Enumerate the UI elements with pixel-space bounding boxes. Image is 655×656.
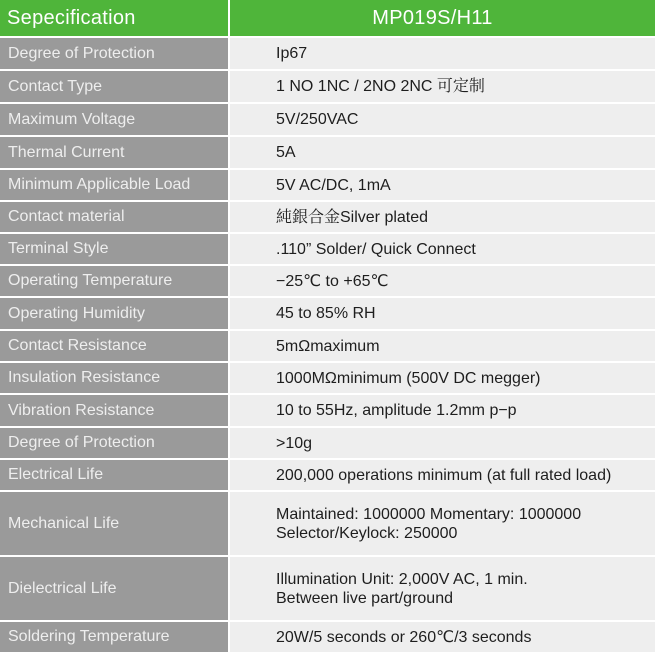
row-value-line: 45 to 85% RH [276, 305, 376, 322]
row-value-line: Ip67 [276, 45, 308, 62]
row-value [229, 265, 655, 297]
row-value-line: 5mΩmaximum [276, 337, 380, 355]
row-label: Minimum Applicable Load [0, 169, 229, 201]
row-value [229, 233, 655, 265]
row-value [229, 297, 655, 330]
row-value [229, 330, 655, 362]
row-value-line: 10 to 55Hz, amplitude 1.2mm p−p [276, 402, 517, 419]
table-row [0, 297, 655, 330]
table-row [0, 103, 655, 136]
row-value-line: >10g [276, 434, 313, 452]
table-row [0, 70, 655, 103]
row-value [229, 556, 655, 621]
row-value [229, 427, 655, 459]
table-row [0, 330, 655, 362]
row-label: Terminal Style [0, 233, 229, 265]
row-value-line: Selector/Keylock: 250000 [276, 524, 458, 542]
header-model: MP019S/H11 [229, 0, 655, 37]
row-label: Thermal Current [0, 136, 229, 169]
row-value [229, 362, 655, 394]
table-row [0, 265, 655, 297]
row-value [229, 201, 655, 233]
row-label: Degree of Protection [0, 37, 229, 70]
row-label: Contact material [0, 201, 229, 233]
row-value-line: .110” Solder/ Quick Connect [276, 240, 476, 258]
row-label: Insulation Resistance [0, 362, 229, 394]
table-row [0, 556, 655, 621]
table-row [0, 201, 655, 233]
row-value [229, 136, 655, 169]
row-value [229, 491, 655, 556]
row-value-line: 5A [276, 144, 296, 161]
table-row [0, 233, 655, 265]
table-row [0, 136, 655, 169]
row-label: Degree of Protection [0, 427, 229, 459]
table-header-row [0, 0, 655, 37]
header-label: Sepecification [0, 0, 229, 37]
row-value-line: −25℃ to +65℃ [276, 272, 389, 290]
row-value-line: 5V AC/DC, 1mA [276, 176, 391, 194]
row-value [229, 37, 655, 70]
row-label: Soldering Temperature [0, 621, 229, 653]
row-value [229, 394, 655, 427]
row-label: Operating Temperature [0, 265, 229, 297]
row-value [229, 70, 655, 103]
row-value-line: Maintained: 1000000 Momentary: 1000000 [276, 505, 582, 523]
table-row [0, 362, 655, 394]
table-row [0, 37, 655, 70]
table-row [0, 169, 655, 201]
table-row [0, 394, 655, 427]
row-value-line: 20W/5 seconds or 260℃/3 seconds [276, 628, 532, 646]
row-value-line: 200,000 operations minimum (at full rated load) [276, 466, 612, 484]
row-label: Mechanical Life [0, 491, 229, 556]
row-value-line: 1000MΩminimum (500V DC megger) [276, 369, 541, 387]
table-row [0, 427, 655, 459]
row-label: Vibration Resistance [0, 394, 229, 427]
row-label: Operating Humidity [0, 297, 229, 330]
row-value-line: 純銀合金Silver plated [276, 208, 429, 226]
row-value [229, 621, 655, 653]
row-value [229, 459, 655, 491]
table-row [0, 491, 655, 556]
row-value-line: Illumination Unit: 2,000V AC, 1 min. [276, 570, 528, 588]
row-value-line: 5V/250VAC [276, 111, 359, 128]
row-value-line: Between live part/ground [276, 589, 453, 607]
row-label: Dielectrical Life [0, 556, 229, 621]
row-value-line: 1 NO 1NC / 2NO 2NC 可定制 [276, 78, 485, 95]
row-label: Contact Resistance [0, 330, 229, 362]
row-value [229, 103, 655, 136]
row-value [229, 169, 655, 201]
row-label: Contact Type [0, 70, 229, 103]
row-label: Maximum Voltage [0, 103, 229, 136]
table-row [0, 621, 655, 653]
table-row [0, 459, 655, 491]
row-label: Electrical Life [0, 459, 229, 491]
